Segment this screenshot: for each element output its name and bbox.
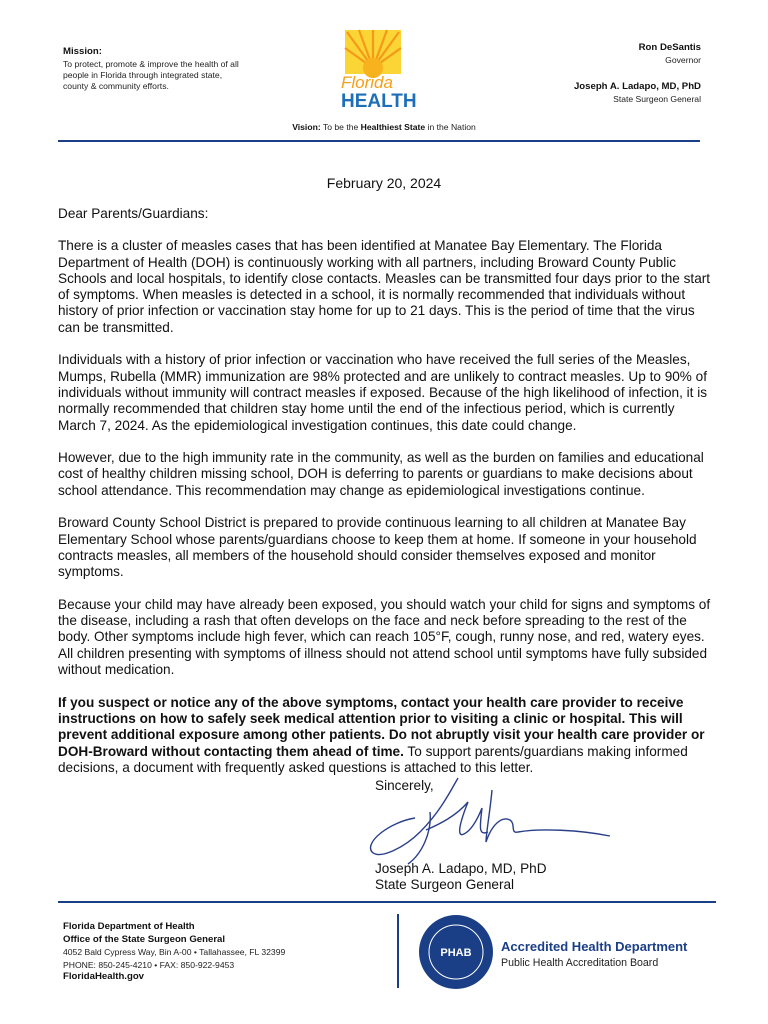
footer-vertical-divider (397, 914, 399, 988)
mission-title: Mission: (63, 46, 102, 57)
signer-name: Joseph A. Ladapo, MD, PhD (375, 861, 547, 876)
vision-emphasis: Healthiest State (360, 122, 426, 132)
accreditation-subtitle: Public Health Accreditation Board (501, 957, 659, 969)
letter-body (58, 206, 712, 792)
phab-seal-icon (418, 914, 494, 990)
footer-org: Florida Department of Health (63, 921, 195, 932)
footer-divider (58, 901, 716, 903)
paragraph-6 (58, 695, 712, 776)
header-divider (58, 140, 700, 142)
paragraph-1: There is a cluster of measles cases that has been identified at Manatee Bay Elementary. The Florida Department of Health (DOH) is continuously working with all partners, including Broward County Public Schools and local hospitals, to identify close contacts. Measles can be transmitted four days prior to the start of symptoms. When measles is detected in a school, it is normally recommended that individuals without history of prior infection or vaccination stay home for up to 21 days. This is the period of time that the virus can be transmitted. (58, 238, 711, 335)
paragraph-4: Broward County School District is prepared to provide continuous learning to all children at Manatee Bay Elementary School whose parents/guardians choose to keep them at home. If someone in your household contracts measles, all members of the household should consider themselves exposed and monitor symptoms. (58, 515, 697, 580)
footer-phone: PHONE: 850-245-4210 • FAX: 850-922-9453 (63, 959, 235, 970)
governor-name: Ron DeSantis (638, 42, 701, 53)
signer-block (375, 861, 547, 894)
mission-text: To protect, promote & improve the health of all people in Florida through integrated state, county & community efforts. (63, 59, 239, 91)
closing: Sincerely, (375, 778, 434, 793)
accreditation-title: Accredited Health Department (501, 939, 688, 954)
footer-website[interactable]: FloridaHealth.gov (63, 971, 145, 982)
footer-address: 4052 Bald Cypress Way, Bin A-00 • Tallahassee, FL 32399 (63, 947, 286, 957)
logo-word-health: HEALTH (341, 91, 417, 112)
signer-title: State Surgeon General (375, 877, 515, 893)
paragraph-6-bold: If you suspect or notice any of the above symptoms, contact your health care provider to receive instructions on how to safely seek medical attention prior to visiting a clinic or hospital. This will prevent additional exposure among other patients. Do not abruptly visit your health care provider or DOH-Broward without contacting them ahead of time. (58, 694, 705, 759)
paragraph-3: However, due to the high immunity rate in the community, as well as the burden on families and educational cost of healthy children missing school, DOH is deferring to parents or guardians to make decisions about school attendance. This recommendation may change as epidemiological investigations continue. (58, 450, 704, 498)
accreditation-block (501, 939, 687, 969)
handwritten-signature (360, 772, 640, 872)
surgeon-general-name: Joseph A. Ladapo, MD, PhD (573, 81, 701, 92)
vision-pre: To be the (322, 122, 359, 132)
surgeon-general-title: State Surgeon General (613, 94, 701, 104)
florida-health-logo (337, 28, 421, 112)
footer-office: Office of the State Surgeon General (63, 933, 226, 945)
paragraph-6-rest: To support parents/guardians making informed decisions, a document with frequently asked questions is attached to this letter. (58, 743, 688, 775)
paragraph-5: Because your child may have already been exposed, you should watch your child for signs and symptoms of the disease, including a rash that often develops on the face and neck before spreading to the rest of the body. Other symptoms include high fever, which can reach 105°F, cough, runny nose, and red, watery eyes. All children presenting with symptoms of illness should not attend school until symptoms have fully subsided without medication. (58, 596, 711, 678)
footer-contact (63, 921, 285, 984)
seal-text: PHAB (440, 947, 472, 959)
officials-block (574, 42, 701, 105)
vision-statement (0, 122, 768, 132)
vision-label: Vision: (292, 122, 321, 132)
vision-post: in the Nation (427, 122, 476, 132)
logo-word-florida: Florida (341, 73, 393, 92)
governor-title: Governor (665, 55, 701, 65)
salutation: Dear Parents/Guardians: (58, 206, 209, 221)
paragraph-2: Individuals with a history of prior infection or vaccination who have received the full series of the Measles, Mumps, Rubella (MMR) immunization are 98% protected and are unlikely to contract measles. Up to 90% of individuals without immunity will contract measles if exposed. Because of the high likelihood of infection, it is normally recommended that children stay home until the end of the infectious period, which is currently March 7, 2024. As the epidemiological investigation continues, this date could change. (58, 352, 708, 433)
letter-date: February 20, 2024 (326, 175, 442, 191)
mission-statement (63, 46, 243, 92)
